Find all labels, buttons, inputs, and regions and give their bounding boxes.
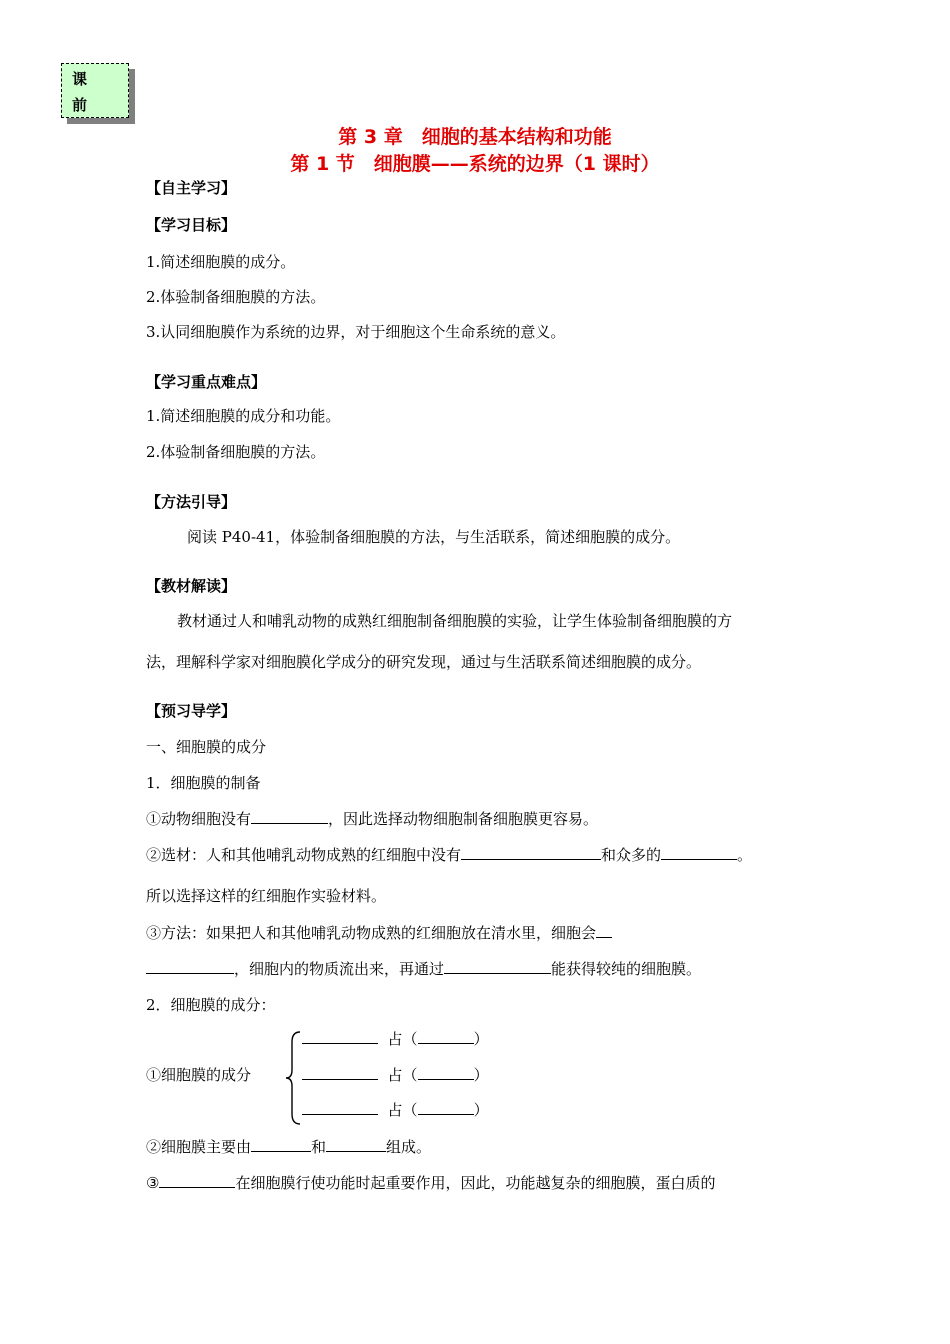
fill-blank[interactable]: [418, 1064, 474, 1080]
fill-blank[interactable]: [661, 844, 737, 860]
textbook-text-line-1: 教材通过人和哺乳动物的成熟红细胞制备细胞膜的实验，让学生体验制备细胞膜的方: [177, 612, 733, 630]
composition-label: ①细胞膜的成分: [146, 1066, 252, 1084]
question-2: ②选材：人和其他哺乳动物成熟的红细胞中没有 和众多的 。: [146, 846, 753, 864]
fill-blank[interactable]: [444, 958, 551, 974]
lesson-tag-box: [61, 63, 129, 118]
fill-blank[interactable]: [418, 1028, 474, 1044]
objective-1: 1.简述细胞膜的成分。: [146, 253, 296, 271]
composition-row-3: 占（ ）: [302, 1099, 489, 1120]
heading-method: 【方法引导】: [146, 493, 237, 511]
fill-blank[interactable]: [302, 1064, 378, 1080]
tag-line-2: 前: [72, 96, 88, 114]
objective-3: 3.认同细胞膜作为系统的边界，对于细胞这个生命系统的意义。: [146, 323, 566, 341]
key-point-1: 1.简述细胞膜的成分和功能。: [146, 407, 341, 425]
main-components-question: ②细胞膜主要由 和 组成。: [146, 1138, 432, 1156]
question-3-line-1: ③方法：如果把人和其他哺乳动物成熟的红细胞放在清水里，细胞会: [146, 922, 612, 943]
fill-blank[interactable]: [159, 1172, 235, 1188]
section-title: 第 1 节 细胞膜——系统的边界（1 课时）: [290, 153, 660, 175]
fill-blank[interactable]: [251, 808, 328, 824]
composition-row-2: 占（ ）: [302, 1064, 489, 1085]
heading-textbook: 【教材解读】: [146, 577, 237, 595]
chapter-title: 第 3 章 细胞的基本结构和功能: [338, 126, 612, 148]
key-point-2: 2.体验制备细胞膜的方法。: [146, 443, 326, 461]
fill-blank[interactable]: [596, 922, 612, 938]
fill-blank[interactable]: [146, 958, 234, 974]
heading-objectives: 【学习目标】: [146, 216, 237, 234]
heading-key-points: 【学习重点难点】: [146, 373, 267, 391]
fill-blank[interactable]: [418, 1099, 474, 1115]
fill-blank[interactable]: [251, 1136, 311, 1152]
textbook-text-line-2: 法，理解科学家对细胞膜化学成分的研究发现，通过与生活联系简述细胞膜的成分。: [146, 653, 702, 671]
objective-2: 2.体验制备细胞膜的方法。: [146, 288, 326, 306]
part-one-title: 一、细胞膜的成分: [146, 738, 267, 756]
heading-self-study: 【自主学习】: [146, 179, 237, 197]
fill-blank[interactable]: [302, 1028, 378, 1044]
question-3-line-2: ，细胞内的物质流出来，再通过 能获得较纯的细胞膜。: [146, 958, 701, 979]
fill-blank[interactable]: [326, 1136, 386, 1152]
question-2-note: 所以选择这样的红细胞作实验材料。: [146, 887, 387, 905]
heading-preview: 【预习导学】: [146, 702, 237, 720]
function-question: ③ 在细胞膜行使功能时起重要作用，因此，功能越复杂的细胞膜，蛋白质的: [146, 1174, 716, 1192]
composition-row-1: 占（ ）: [302, 1028, 489, 1049]
question-1: ①动物细胞没有 ，因此选择动物细胞制备细胞膜更容易。: [146, 810, 599, 828]
curly-brace-icon: [283, 1030, 303, 1126]
item-1-title: 1．细胞膜的制备: [146, 774, 261, 792]
method-text: 阅读 P40-41，体验制备细胞膜的方法，与生活联系，简述细胞膜的成分。: [187, 528, 681, 546]
item-2-title: 2．细胞膜的成分：: [146, 996, 276, 1014]
fill-blank[interactable]: [302, 1099, 378, 1115]
tag-line-1: 课: [72, 70, 88, 88]
fill-blank[interactable]: [461, 844, 601, 860]
